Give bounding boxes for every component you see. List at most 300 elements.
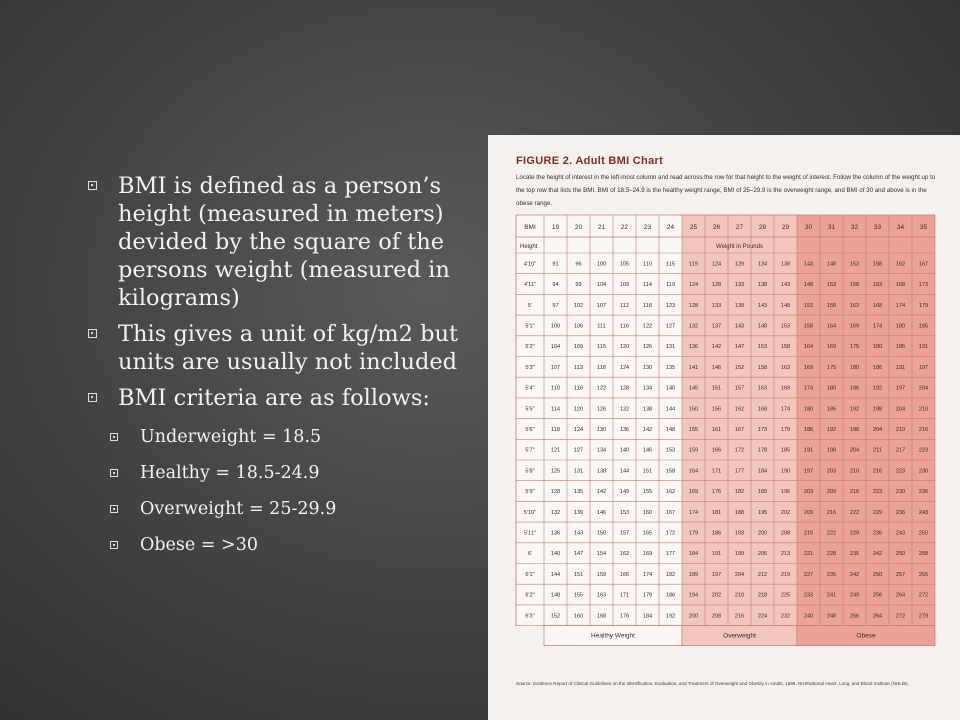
weight-cell: 209	[803, 509, 814, 516]
weight-cell: 225	[780, 592, 791, 599]
weight-cell: 148	[780, 302, 791, 309]
weight-cell: 143	[757, 302, 768, 309]
weight-cell: 124	[619, 364, 630, 371]
weight-cell: 164	[826, 323, 837, 330]
weight-cell: 144	[665, 406, 676, 413]
height-cell: 6'3"	[525, 613, 535, 620]
weight-cell: 134	[596, 447, 607, 454]
height-cell: 5'	[527, 302, 533, 309]
weight-cell: 173	[918, 282, 929, 289]
weight-cell: 180	[826, 385, 837, 392]
bmi-column-bg	[590, 215, 613, 626]
weight-cell: 133	[734, 282, 745, 289]
height-cell: 5'6"	[525, 426, 535, 433]
square-bullet-icon	[110, 541, 118, 549]
weight-cell: 221	[803, 551, 814, 558]
weight-cell: 158	[849, 282, 860, 289]
bmi-table-svg	[488, 135, 960, 720]
weight-cell: 157	[734, 385, 745, 392]
weight-cell: 142	[642, 426, 653, 433]
bmi-header-value: 30	[804, 224, 813, 231]
height-cell: 5'11"	[524, 530, 536, 537]
weight-cell: 159	[596, 571, 607, 578]
weight-cell: 184	[642, 613, 653, 620]
weight-cell: 198	[872, 406, 883, 413]
weight-cell: 145	[688, 385, 699, 392]
weight-cell: 162	[734, 406, 745, 413]
weight-cell: 115	[597, 344, 606, 351]
weight-cell: 155	[573, 592, 584, 599]
weight-cell: 229	[872, 509, 883, 516]
weight-cell: 160	[642, 509, 653, 516]
weight-cell: 143	[803, 261, 814, 268]
weight-cell: 180	[895, 323, 906, 330]
weight-cell: 148	[550, 592, 561, 599]
bmi-column-bg	[682, 215, 705, 626]
weight-cell: 209	[826, 489, 837, 496]
weight-cell: 94	[552, 282, 559, 289]
weight-cell: 148	[803, 282, 814, 289]
weight-cell: 153	[803, 302, 814, 309]
square-bullet-icon	[88, 329, 97, 338]
weight-cell: 107	[596, 302, 607, 309]
weight-cell: 191	[895, 364, 906, 371]
weight-cell: 204	[734, 571, 745, 578]
weight-cell: 158	[780, 344, 791, 351]
weight-cell: 134	[642, 385, 653, 392]
sub-bullet-text: Obese = >30	[140, 535, 258, 555]
weight-cell: 155	[688, 426, 699, 433]
weight-cell: 191	[803, 447, 814, 454]
height-cell: 6'1"	[525, 571, 535, 578]
weight-cell: 165	[642, 530, 653, 537]
bmi-header-value: 29	[781, 224, 790, 231]
weight-cell: 196	[780, 489, 791, 496]
weight-cell: 222	[826, 530, 837, 537]
weight-cell: 202	[780, 509, 791, 516]
bmi-column-bg	[544, 215, 567, 626]
weight-cell: 173	[757, 426, 768, 433]
height-cell: 5'2"	[525, 344, 535, 351]
weight-cell: 141	[688, 364, 699, 371]
weight-cell: 153	[849, 261, 860, 268]
weight-cell: 186	[665, 592, 676, 599]
weight-cell: 154	[596, 551, 607, 558]
weight-cell: 148	[757, 323, 768, 330]
weight-cell: 195	[757, 509, 768, 516]
height-cell: 4'10"	[523, 261, 537, 268]
sub-bullet-item	[86, 534, 476, 556]
weight-cell: 164	[688, 468, 699, 475]
weight-cell: 106	[573, 323, 584, 330]
weight-cell: 257	[895, 571, 906, 578]
weight-cell: 235	[849, 551, 860, 558]
weight-cell: 219	[780, 571, 791, 578]
weight-cell: 223	[918, 447, 929, 454]
weight-cell: 204	[872, 426, 883, 433]
weight-cell: 174	[872, 323, 883, 330]
weight-cell: 156	[711, 406, 722, 413]
weight-cell: 186	[711, 530, 722, 537]
weight-cell: 158	[757, 364, 768, 371]
bmi-header-value: 22	[620, 224, 629, 231]
weight-cell: 243	[918, 509, 929, 516]
weight-cell: 176	[619, 613, 630, 620]
weight-cell: 120	[619, 344, 630, 351]
bmi-column-bg	[797, 215, 820, 626]
weight-cell: 96	[575, 261, 582, 268]
weight-cell: 167	[918, 261, 929, 268]
weight-cell: 142	[596, 489, 607, 496]
weight-cell: 100	[550, 323, 561, 330]
weight-cell: 104	[596, 282, 607, 289]
weight-cell: 109	[573, 344, 584, 351]
weight-cell: 200	[688, 613, 699, 620]
weight-cell: 128	[619, 385, 630, 392]
weight-cell: 184	[688, 551, 699, 558]
weight-cell: 110	[551, 385, 560, 392]
weight-cell: 149	[619, 489, 630, 496]
weight-cell: 161	[711, 426, 722, 433]
weight-cell: 162	[895, 261, 906, 268]
bmi-column-bg	[751, 215, 774, 626]
weight-cell: 118	[597, 364, 606, 371]
weight-cell: 114	[643, 282, 652, 289]
weight-cell: 184	[757, 468, 768, 475]
weight-cell: 128	[711, 282, 722, 289]
weight-cell: 131	[573, 468, 584, 475]
weight-cell: 203	[826, 468, 837, 475]
weight-cell: 279	[918, 613, 929, 620]
weight-cell: 200	[757, 530, 768, 537]
weight-cell: 99	[575, 282, 582, 289]
weight-cell: 133	[711, 302, 722, 309]
bmi-header-value: 20	[574, 224, 583, 231]
weight-cell: 258	[918, 551, 929, 558]
bmi-chart-figure	[488, 135, 960, 720]
weight-cell: 151	[573, 571, 584, 578]
weight-cell: 157	[619, 530, 630, 537]
bmi-column-bg	[613, 215, 636, 626]
weight-cell: 119	[666, 282, 675, 289]
weight-cell: 118	[551, 426, 560, 433]
bmi-header-value: 26	[712, 224, 721, 231]
weight-cell: 243	[895, 530, 906, 537]
weight-cell: 119	[689, 261, 698, 268]
weight-cell: 127	[665, 323, 676, 330]
weight-cell: 116	[620, 323, 629, 330]
weight-cell: 151	[642, 468, 653, 475]
weight-cell: 198	[826, 447, 837, 454]
weight-cell: 189	[688, 571, 699, 578]
sub-bullet-text: Underweight = 18.5	[140, 427, 322, 447]
weight-cell: 102	[573, 302, 584, 309]
bmi-column-bg	[659, 215, 682, 626]
weight-cell: 116	[574, 385, 583, 392]
weight-cell: 182	[734, 489, 745, 496]
weight-cell: 203	[803, 489, 814, 496]
weight-cell: 136	[619, 426, 630, 433]
weight-cell: 272	[918, 592, 929, 599]
weight-cell: 230	[918, 468, 929, 475]
weight-cell: 212	[757, 571, 768, 578]
weight-cell: 250	[918, 530, 929, 537]
bmi-column-bg	[866, 215, 889, 626]
weight-cell: 215	[803, 530, 814, 537]
weight-cell: 121	[550, 447, 561, 454]
figure-title: FIGURE 2. Adult BMI Chart	[516, 155, 664, 167]
figure-caption: Locate the height of interest in the left-most column and read across the row for that height to the weight of interest. Follow the column of the weight up to the top row that lists the BMI. BMI of 18.5–24.9 is the healthy weight range, BMI of 25–29.9 is the overweight range, and BMI of 30 and above is in the obese range.	[516, 174, 936, 207]
weight-cell: 97	[552, 302, 559, 309]
weight-cell: 228	[826, 551, 837, 558]
height-cell: 5'9"	[525, 489, 535, 496]
bullet-item	[86, 320, 476, 376]
weight-cell: 158	[803, 323, 814, 330]
weight-cell: 175	[849, 344, 860, 351]
weight-cell: 114	[551, 406, 560, 413]
weight-cell: 150	[596, 530, 607, 537]
weight-cell: 153	[757, 344, 768, 351]
weight-cell: 179	[780, 426, 791, 433]
weight-cell: 153	[619, 509, 630, 516]
weight-cell: 124	[573, 426, 584, 433]
bullet-item	[86, 384, 476, 412]
weight-cell: 105	[619, 261, 630, 268]
weight-cell: 169	[803, 364, 814, 371]
weight-cell: 181	[711, 509, 722, 516]
weight-cell: 147	[573, 551, 584, 558]
weight-cell: 192	[849, 406, 860, 413]
weight-cell: 211	[873, 447, 882, 454]
weight-cell: 185	[918, 323, 929, 330]
weight-cell: 158	[826, 302, 837, 309]
weight-cell: 135	[665, 364, 676, 371]
weight-cell: 242	[849, 571, 860, 578]
height-cell: 5'4"	[525, 385, 535, 392]
weight-cell: 138	[757, 282, 768, 289]
weight-cell: 202	[711, 592, 722, 599]
weight-cell: 206	[757, 551, 768, 558]
weight-cell: 208	[780, 530, 791, 537]
weight-cell: 132	[688, 323, 699, 330]
weight-cell: 272	[895, 613, 906, 620]
height-cell: 5'10"	[523, 509, 537, 516]
weight-cell: 178	[757, 447, 768, 454]
weight-cell: 172	[734, 447, 745, 454]
weight-cell: 163	[872, 282, 883, 289]
weight-cell: 169	[642, 551, 653, 558]
weight-cell: 151	[711, 385, 722, 392]
weight-cell: 146	[711, 364, 722, 371]
weight-cell: 192	[872, 385, 883, 392]
weight-cell: 197	[711, 571, 722, 578]
weight-cell: 160	[573, 613, 584, 620]
weight-cell: 137	[711, 323, 722, 330]
weight-cell: 169	[826, 344, 837, 351]
weight-cell: 168	[757, 406, 768, 413]
weight-cell: 216	[918, 426, 929, 433]
weight-cell: 179	[688, 530, 699, 537]
weight-cell: 136	[688, 344, 699, 351]
weight-cell: 176	[711, 489, 722, 496]
weight-cell: 110	[643, 261, 652, 268]
weight-cell: 236	[895, 509, 906, 516]
height-label: Height	[520, 244, 538, 250]
weight-cell: 131	[665, 344, 676, 351]
bmi-column-bg	[889, 215, 912, 626]
square-bullet-icon	[88, 393, 97, 402]
weight-cell: 197	[918, 364, 929, 371]
weight-cell: 148	[826, 261, 837, 268]
weight-cell: 127	[573, 447, 584, 454]
weight-cell: 186	[803, 426, 814, 433]
weight-cell: 135	[573, 489, 584, 496]
bmi-header-value: 21	[597, 224, 606, 231]
weight-cell: 126	[642, 344, 653, 351]
weight-cell: 233	[803, 592, 814, 599]
weight-cell: 198	[849, 426, 860, 433]
bmi-header-value: 35	[919, 224, 928, 231]
weight-cell: 197	[803, 468, 814, 475]
weight-cell: 147	[734, 344, 745, 351]
weight-cell: 152	[734, 364, 745, 371]
weight-cell: 190	[780, 468, 791, 475]
bullet-text: This gives a unit of kg/m2 but units are usually not included	[118, 321, 459, 375]
weight-cell: 174	[780, 406, 791, 413]
weight-cell: 186	[872, 364, 883, 371]
bullet-text: BMI criteria are as follows:	[118, 385, 430, 411]
weight-cell: 122	[596, 385, 607, 392]
weight-cell: 216	[872, 468, 883, 475]
weight-cell: 180	[803, 406, 814, 413]
weight-cell: 163	[596, 592, 607, 599]
weight-cell: 140	[550, 551, 561, 558]
weight-cell: 242	[872, 551, 883, 558]
weight-cell: 204	[918, 385, 929, 392]
weight-cell: 111	[597, 323, 606, 330]
bmi-column-bg	[567, 215, 590, 626]
weight-cell: 150	[688, 406, 699, 413]
weight-cell: 128	[688, 302, 699, 309]
weight-cell: 124	[688, 282, 699, 289]
bmi-column-bg	[820, 215, 843, 626]
square-bullet-icon	[110, 433, 118, 441]
weight-cell: 134	[757, 261, 768, 268]
figure-source: Source: Evidence Report of Clinical Guidelines on the Identification, Evaluation, and Treatment of Overweight and Obesity in Adults, 1998. NIH/National Heart, Lung, and Blood Institute (NHLBI).	[516, 681, 909, 686]
weight-cell: 174	[642, 571, 653, 578]
weight-cell: 144	[550, 571, 561, 578]
bullet-item	[86, 172, 476, 312]
weight-cell: 249	[849, 592, 860, 599]
bmi-column-bg	[912, 215, 935, 626]
weight-cell: 216	[826, 509, 837, 516]
weight-cell: 250	[872, 571, 883, 578]
weight-cell: 230	[895, 489, 906, 496]
sub-bullet-item	[86, 426, 476, 448]
bmi-header-value: 31	[827, 224, 836, 231]
weight-cell: 180	[872, 344, 883, 351]
weight-cell: 168	[895, 282, 906, 289]
weight-cell: 185	[780, 447, 791, 454]
weight-cell: 223	[872, 489, 883, 496]
bullet-text: BMI is defined as a person’s height (measured in meters) devided by the square of the persons weight (measured in kilograms)	[118, 173, 450, 311]
weight-cell: 174	[895, 302, 906, 309]
weight-cell: 191	[918, 344, 929, 351]
weight-cell: 256	[872, 592, 883, 599]
height-cell: 5'5"	[525, 406, 535, 413]
bmi-header-value: 32	[850, 224, 859, 231]
weight-cell: 193	[734, 530, 745, 537]
weight-cell: 188	[734, 509, 745, 516]
weight-cell: 130	[642, 364, 653, 371]
weight-cell: 256	[849, 613, 860, 620]
square-bullet-icon	[88, 181, 97, 190]
bmi-header-value: 25	[689, 224, 698, 231]
bmi-header-value: 34	[896, 224, 905, 231]
sub-bullet-text: Healthy = 18.5-24.9	[140, 463, 320, 483]
weight-cell: 91	[552, 261, 559, 268]
weight-cell: 248	[826, 613, 837, 620]
weight-cell: 163	[757, 385, 768, 392]
category-label: Healthy Weight	[591, 632, 635, 640]
bmi-column-bg	[636, 215, 659, 626]
weight-cell: 232	[780, 613, 791, 620]
weight-cell: 168	[596, 613, 607, 620]
weight-cell: 143	[734, 323, 745, 330]
square-bullet-icon	[110, 505, 118, 513]
bmi-header-value: 28	[758, 224, 767, 231]
weight-cell: 132	[619, 406, 630, 413]
weight-cell: 169	[688, 489, 699, 496]
weight-cell: 166	[619, 571, 630, 578]
weight-cell: 216	[734, 613, 745, 620]
weight-cell: 159	[688, 447, 699, 454]
weight-cell: 153	[665, 447, 676, 454]
weight-cell: 197	[895, 385, 906, 392]
weight-cell: 104	[550, 344, 561, 351]
weight-cell: 140	[619, 447, 630, 454]
weight-cell: 194	[688, 592, 699, 599]
bmi-header-value: 33	[873, 224, 882, 231]
weight-cell: 210	[849, 468, 860, 475]
weight-cell: 186	[826, 406, 837, 413]
weight-cell: 174	[803, 385, 814, 392]
weight-cell: 148	[665, 426, 676, 433]
weight-cell: 171	[711, 468, 722, 475]
weight-cell: 126	[596, 406, 607, 413]
weight-cell: 204	[849, 447, 860, 454]
weight-cell: 222	[849, 509, 860, 516]
weight-cell: 162	[665, 489, 676, 496]
weight-cell: 175	[826, 364, 837, 371]
weight-cell: 120	[573, 406, 584, 413]
weight-cell: 218	[757, 592, 768, 599]
weight-cell: 192	[826, 426, 837, 433]
weight-cell: 240	[803, 613, 814, 620]
weight-cell: 136	[550, 530, 561, 537]
weight-cell: 210	[895, 426, 906, 433]
weight-cell: 229	[849, 530, 860, 537]
category-label: Overweight	[723, 632, 756, 640]
weight-cell: 167	[665, 509, 676, 516]
weight-cell: 164	[803, 344, 814, 351]
bmi-column-bg	[705, 215, 728, 626]
weight-cell: 264	[872, 613, 883, 620]
sub-bullet-text: Overweight = 25-29.9	[140, 499, 337, 519]
weight-cell: 182	[665, 571, 676, 578]
weight-cell: 162	[619, 551, 630, 558]
bmi-header-value: 23	[643, 224, 652, 231]
